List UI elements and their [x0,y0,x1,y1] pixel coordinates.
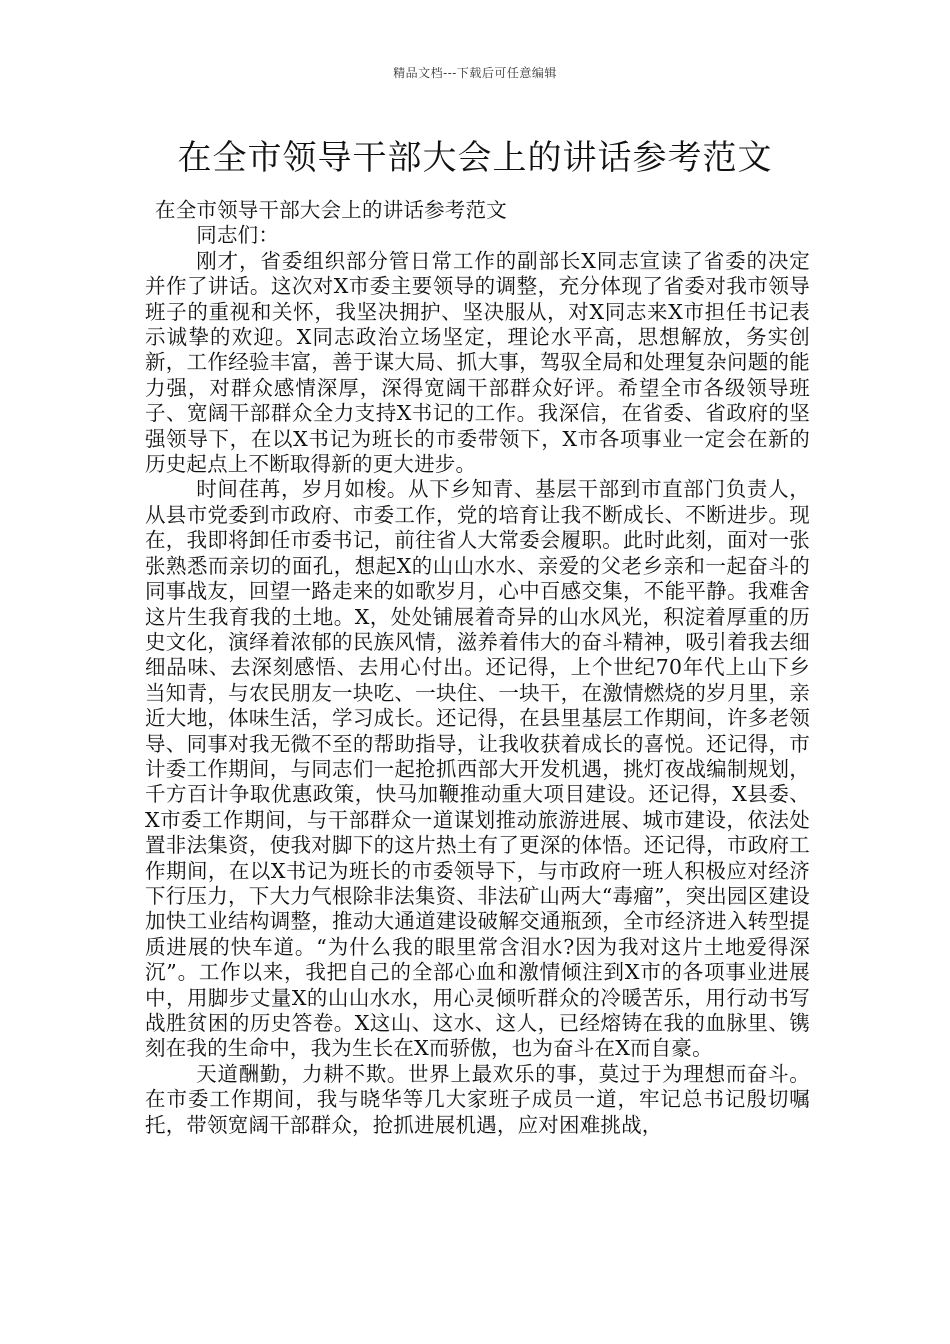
document-body [145,198,810,1138]
paragraph-1: 刚才，省委组织部分管日常工作的副部长X同志宣读了省委的决定并作了讲话。这次对X市委主要领导的调整，充分体现了省委对我市领导班子的重视和关怀，我坚决拥护、坚决服从，对X同志来X市担任书记表示诚挚的欢迎。X同志政治立场坚定，理论水平高，思想解放，务实创新，工作经验丰富，善于谋大局、抓大事，驾驭全局和处理复杂问题的能力强，对群众感情深厚，深得宽阔干部群众好评。希望全市各级领导班子、宽阔干部群众全力支持X书记的工作。我深信，在省委、省政府的坚强领导下，在以X书记为班长的市委带领下，X市各项事业一定会在新的历史起点上不断取得新的更大进步。 [145,248,810,477]
document-subtitle: 在全市领导干部大会上的讲话参考范文 [155,198,507,222]
salutation: 同志们： [196,223,280,248]
document-title: 在全市领导干部大会上的讲话参考范文 [177,138,773,178]
paragraph-3: 天道酬勤，力耕不欺。世界上最欢乐的事，莫过于为理想而奋斗。在市委工作期间，我与晓华等几大家班子成员一道，牢记总书记殷切嘱托，带领宽阔干部群众，抢抓进展机遇，应对困难挑战， [145,1061,810,1137]
page-header-note: 精品文档---下载后可任意编辑 [393,66,557,80]
paragraph-2: 时间荏苒，岁月如梭。从下乡知青、基层干部到市直部门负责人，从县市党委到市政府、市委工作，党的培育让我不断成长、不断进步。现在，我即将卸任市委书记，前往省人大常委会履职。此时此刻，面对一张张熟悉而亲切的面孔，想起X的山山水水、亲爱的父老乡亲和一起奋斗的同事战友，回望一路走来的如歌岁月，心中百感交集，不能平静。我难舍这片生我育我的土地。X，处处铺展着奇异的山水风光，积淀着厚重的历史文化，演绎着浓郁的民族风情，滋养着伟大的奋斗精神，吸引着我去细细品味、去深刻感悟、去用心付出。还记得，上个世纪70年代上山下乡当知青，与农民朋友一块吃、一块住、一块干，在激情燃烧的岁月里，亲近大地，体味生活，学习成长。还记得，在县里基层工作期间，许多老领导、同事对我无微不至的帮助指导，让我收获着成长的喜悦。还记得，市计委工作期间，与同志们一起抢抓西部大开发机遇，挑灯夜战编制规划，千方百计争取优惠政策，快马加鞭推动重大项目建设。还记得，X县委、X市委工作期间，与干部群众一道谋划推动旅游进展、城市建设，依法处置非法集资，使我对脚下的这片热土有了更深的体悟。还记得，市政府工作期间，在以X书记为班长的市委领导下，与市政府一班人积极应对经济下行压力，下大力气根除非法集资、非法矿山两大“毒瘤”，突出园区建设加快工业结构调整，推动大通道建设破解交通瓶颈，全市经济进入转型提质进展的快车道。“为什么我的眼里常含泪水?因为我对这片土地爱得深沉”。工作以来，我把自己的全部心血和激情倾注到X市的各项事业进展中，用脚步丈量X的山山水水，用心灵倾听群众的冷暖苦乐，用行动书写战胜贫困的历史答卷。X这山、这水、这人，已经熔铸在我的血脉里、镌刻在我的生命中，我为生长在X而骄傲，也为奋斗在X而自豪。 [145,477,810,1061]
